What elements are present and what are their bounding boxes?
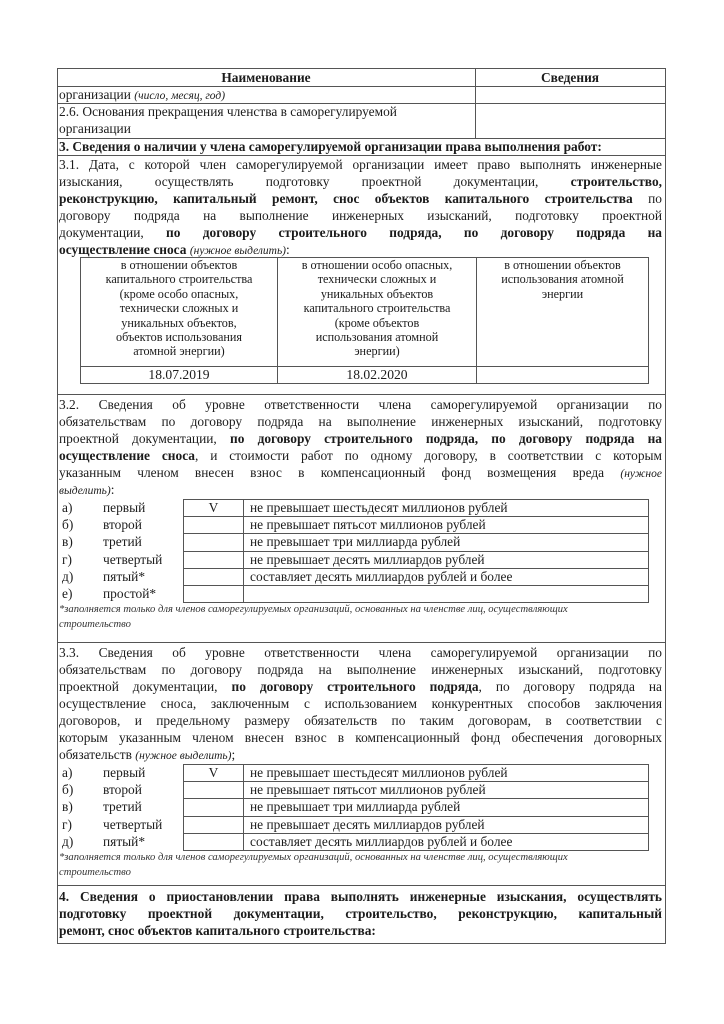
cell-line: атомной энергии) xyxy=(133,344,225,359)
s3-2-level-mark[interactable]: V xyxy=(208,500,219,515)
cell-line: использования атомной xyxy=(501,272,624,287)
s3-2-line1: 3.2. Сведения об уровне ответственности члена саморегулируемой организации по xyxy=(59,397,662,412)
s3-2-level-letter: а) xyxy=(62,500,73,515)
s3-2-level-desc: не превышает пятьсот миллионов рублей xyxy=(250,517,486,532)
table-border-right xyxy=(665,68,666,944)
s3-1-line4: договору подряда на выполнение инженерных изысканий, подготовку проектной xyxy=(59,208,662,223)
s3-3-level-name: первый xyxy=(103,765,146,780)
s3-1-date-col2[interactable]: 18.02.2020 xyxy=(346,367,408,382)
cell-line: (кроме объектов xyxy=(334,315,420,330)
s3-2-level-desc: не превышает шестьдесят миллионов рублей xyxy=(250,500,508,515)
s3-3-level-desc: не превышает пятьсот миллионов рублей xyxy=(250,782,486,797)
s3-2-line2: обязательствам по договору подряда на выполнение инженерных изысканий, подготовку xyxy=(59,414,662,429)
s3-3-level-letter: г) xyxy=(62,817,72,832)
s3-1-line5 xyxy=(59,224,662,241)
s3-2-level-name: третий xyxy=(103,534,142,549)
section-4-line1: 4. Сведения о приостановлении права выполнять инженерные изыскания, осуществлять xyxy=(59,889,662,904)
s3-3-level-name: третий xyxy=(103,799,142,814)
s3-2-hint: выделить) xyxy=(59,485,111,497)
s3-2-level-name: простой* xyxy=(103,586,157,601)
table-border-left xyxy=(57,68,58,944)
s3-1-bold: реконструкцию, капитальный ремонт, снос объектов капитального строительства xyxy=(59,191,633,206)
s3-3-colon: ; xyxy=(231,747,236,762)
s3-3-line5: договоров, и предельному размеру обязательств по таким договорам, в соответствии с xyxy=(59,713,662,728)
s3-1-bold: строительство, xyxy=(570,174,662,189)
cell-line: энергии xyxy=(541,286,584,301)
row-hint: (число, месяц, год) xyxy=(134,90,226,102)
section-4-line3: ремонт, снос объектов капитального строительства: xyxy=(59,923,376,938)
cell-line: капитального строительства xyxy=(303,301,451,316)
s3-1-bold: по договору строительного подряда, по договору подряда на xyxy=(166,225,662,240)
s3-2-colon: : xyxy=(110,482,115,497)
s3-3-text: , по договору подряда на xyxy=(478,679,662,694)
s3-2-level-name: четвертый xyxy=(103,552,163,567)
s3-2-line4 xyxy=(59,447,662,464)
s3-2-level-letter: д) xyxy=(62,569,74,584)
s3-3-level-name: четвертый xyxy=(103,817,163,832)
s3-3-text: проектной документации, xyxy=(59,679,218,694)
s3-3-level-desc: не превышает шестьдесят миллионов рублей xyxy=(250,765,508,780)
s3-3-line4: осуществление сноса, заключенным с использованием конкурентных способов заключения xyxy=(59,696,662,711)
s3-2-bold: осуществление сноса xyxy=(59,448,195,463)
s3-3-level-letter: д) xyxy=(62,834,74,849)
section-4-line2: подготовку проектной документации, строительство, реконструкцию, капитальный xyxy=(59,906,662,921)
s3-3-level-letter: в) xyxy=(62,799,73,814)
s3-2-line6 xyxy=(59,481,114,500)
s3-3-line1: 3.3. Сведения об уровне ответственности члена саморегулируемой организации по xyxy=(59,645,662,660)
s3-1-line2 xyxy=(59,173,662,190)
s3-2-level-desc: составляет десять миллиардов рублей и более xyxy=(250,569,513,584)
s3-3-level-letter: а) xyxy=(62,765,73,780)
s3-2-level-letter: б) xyxy=(62,517,74,532)
s3-1-bold: осуществление сноса xyxy=(59,242,187,257)
s3-1-date-col1[interactable]: 18.07.2019 xyxy=(148,367,210,382)
s3-3-line2: обязательствам по договору подряда на выполнение инженерных изысканий, подготовку xyxy=(59,662,662,677)
s3-2-hint: (нужное xyxy=(620,468,662,480)
cell-line: технически сложных и xyxy=(119,301,239,316)
s3-1-text: по xyxy=(648,191,663,206)
s3-2-level-letter: е) xyxy=(62,586,73,601)
cell-line: (кроме особо опасных, xyxy=(119,286,239,301)
s3-2-level-name: первый xyxy=(103,500,146,515)
s3-1-line3 xyxy=(59,190,662,207)
s3-2-text: , и стоимости работ по одному договору, в соответствии с которым xyxy=(195,448,662,463)
row-2-6-line2: организации xyxy=(59,121,131,136)
s3-3-level-desc: составляет десять миллиардов рублей и более xyxy=(250,834,513,849)
s3-1-colon: : xyxy=(286,242,290,257)
s3-2-text: проектной документации, xyxy=(59,431,217,446)
s3-3-level-mark[interactable]: V xyxy=(208,765,219,780)
s3-3-level-letter: б) xyxy=(62,782,74,797)
s3-2-level-desc: не превышает три миллиарда рублей xyxy=(250,534,461,549)
cell-line: энергии) xyxy=(354,344,400,359)
s3-3-level-desc: не превышает десять миллиардов рублей xyxy=(250,817,485,832)
row-2-6-line1: 2.6. Основания прекращения членства в саморегулируемой xyxy=(59,104,397,119)
s3-3-footnote-line2: строительство xyxy=(59,867,131,878)
cell-line: уникальных объектов, xyxy=(121,315,237,330)
s3-3-level-desc: не превышает три миллиарда рублей xyxy=(250,799,461,814)
cell-line: объектов использования xyxy=(115,330,243,345)
level-border xyxy=(648,764,649,851)
s3-3-line7 xyxy=(59,746,235,765)
cell-line: капитального строительства xyxy=(105,272,253,287)
s3-2-text: указанным членом внесен взнос в компенсационный фонд возмещения вреда xyxy=(59,465,605,480)
header-name: Наименование xyxy=(221,70,311,85)
s3-3-line6: которым указанным членом внесен взнос в компенсационный фонд обеспечения договорных xyxy=(59,730,662,745)
s3-2-line5 xyxy=(59,464,662,483)
inner-border xyxy=(648,257,649,384)
s3-1-line1: 3.1. Дата, с которой член саморегулируемой организации имеет право выполнять инженерные xyxy=(59,157,662,172)
s3-2-bold: по договору строительного подряда, по договору подряда на xyxy=(229,431,663,446)
s3-2-level-letter: в) xyxy=(62,534,73,549)
level-border xyxy=(243,764,244,851)
row-divider xyxy=(57,394,666,395)
row-divider xyxy=(57,885,666,886)
s3-1-text: изыскания, осуществлять подготовку проектной документации, xyxy=(59,174,539,189)
s3-1-text: документации, xyxy=(59,225,144,240)
level-border xyxy=(648,499,649,603)
s3-3-level-name: второй xyxy=(103,782,142,797)
s3-3-bold: по договору строительного подряда xyxy=(231,679,479,694)
s3-3-footnote-line1: *заполняется только для членов саморегулируемых организаций, основанных на членстве лиц, осуществляющих xyxy=(59,852,568,863)
section-3-title: 3. Сведения о наличии у члена саморегулируемой организации права выполнения работ: xyxy=(59,139,602,154)
table-border-bottom xyxy=(57,943,666,944)
s3-2-line3 xyxy=(59,430,662,447)
s3-2-level-name: второй xyxy=(103,517,142,532)
level-border xyxy=(243,499,244,603)
s3-3-hint: (нужное выделить) xyxy=(135,750,232,762)
cell-line: уникальных объектов xyxy=(320,286,434,301)
cell-line: технически сложных и xyxy=(317,272,437,287)
cell-line: в отношении объектов xyxy=(504,258,621,272)
s3-2-footnote-line1: *заполняется только для членов саморегулируемых организаций, основанных на членстве лиц, осуществляющих xyxy=(59,604,568,615)
s3-2-level-name: пятый* xyxy=(103,569,146,584)
cell-line: в отношении объектов xyxy=(120,258,238,272)
row-divider xyxy=(57,642,666,643)
s3-1-hint: (нужное выделить) xyxy=(189,245,287,257)
s3-1-col2-header xyxy=(278,258,476,359)
s3-3-line3 xyxy=(59,678,662,695)
header-info: Сведения xyxy=(540,70,600,85)
s3-1-col1-header xyxy=(81,258,277,359)
cell-line: в отношении особо опасных, xyxy=(301,258,453,272)
row-text: организации xyxy=(59,87,131,102)
cell-line: использования атомной xyxy=(315,330,439,345)
s3-3-level-name: пятый* xyxy=(103,834,146,849)
s3-2-footnote-line2: строительство xyxy=(59,619,131,630)
s3-2-level-letter: г) xyxy=(62,552,72,567)
s3-1-col3-header xyxy=(477,258,648,301)
s3-2-level-desc: не превышает десять миллиардов рублей xyxy=(250,552,485,567)
s3-3-text: обязательств xyxy=(59,747,132,762)
